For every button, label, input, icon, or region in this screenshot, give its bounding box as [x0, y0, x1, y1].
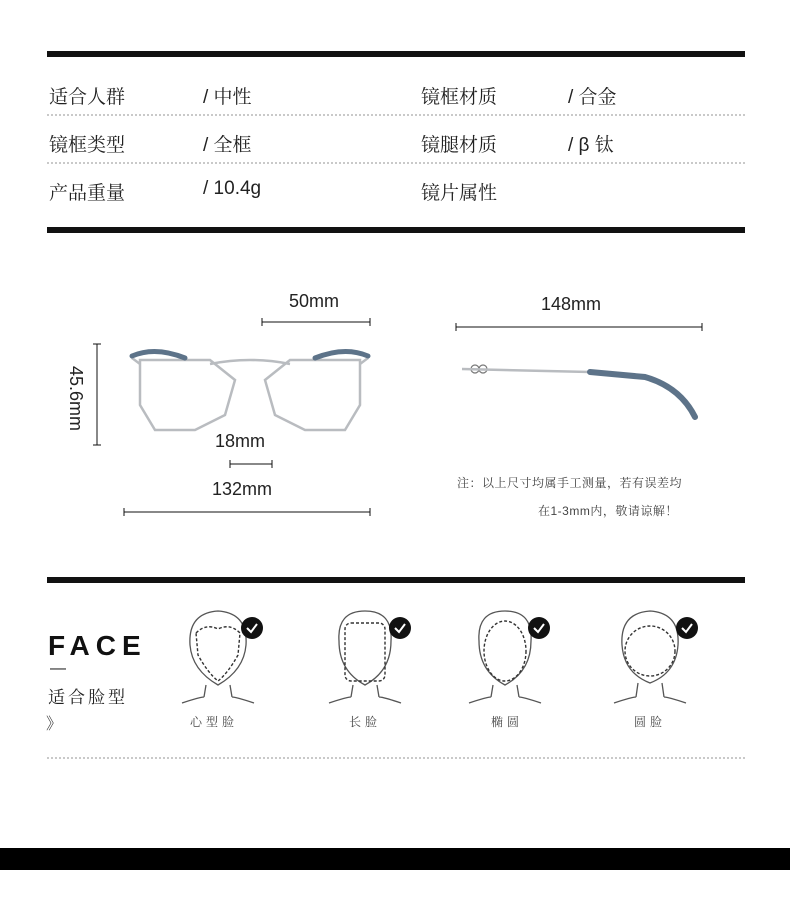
- spec-label-frame-material: 镜框材质: [421, 87, 498, 108]
- checkmark-icon: [241, 617, 263, 639]
- spec-value-frame-material: / 合金: [568, 87, 617, 108]
- measurement-note-line2: 在1-3mm内，敬请谅解！: [538, 504, 678, 518]
- spec-value-frame-type: / 全框: [203, 135, 252, 156]
- face-top-rule: [47, 577, 745, 583]
- temple-tips: [132, 351, 368, 358]
- spec-label-weight: 产品重量: [49, 183, 126, 204]
- spec-top-rule: [47, 51, 745, 57]
- spec-divider: [47, 162, 745, 164]
- lens-width-dimension-line: [262, 318, 370, 326]
- face-caption-round: 圆脸: [634, 715, 667, 729]
- lens-height-label: 45.6mm: [66, 366, 86, 432]
- chevron-right-icon: 》: [46, 716, 63, 733]
- face-caption-oval: 椭圆: [491, 715, 524, 729]
- frame-width-label: 132mm: [212, 479, 273, 499]
- bridge-label: 18mm: [215, 431, 266, 451]
- glasses-side-diagram: [450, 315, 710, 435]
- lens-width-label: 50mm: [289, 291, 340, 311]
- lens-height-dimension-line: [93, 344, 101, 445]
- face-caption-heart: 心型脸: [190, 715, 239, 729]
- spec-label-lens-property: 镜片属性: [421, 183, 498, 204]
- checkmark-icon: [676, 617, 698, 639]
- temple-arm: [462, 369, 590, 372]
- spec-divider: [47, 114, 745, 116]
- spec-bottom-rule: [47, 227, 745, 233]
- spec-value-temple-material: / β 钛: [568, 135, 614, 156]
- glasses-frame: [132, 358, 368, 430]
- face-subtitle: 适合脸型: [48, 688, 128, 707]
- frame-width-dimension-line: [124, 508, 370, 516]
- bridge-dimension-line: [230, 460, 272, 468]
- spec-label-audience: 适合人群: [49, 87, 126, 108]
- face-title: FACE: [48, 630, 147, 661]
- spec-value-audience: / 中性: [203, 87, 252, 108]
- face-bottom-divider: [47, 757, 745, 759]
- spec-value-weight: / 10.4g: [203, 178, 262, 199]
- spec-label-frame-type: 镜框类型: [49, 135, 126, 156]
- checkmark-icon: [389, 617, 411, 639]
- checkmark-icon: [528, 617, 550, 639]
- measurement-note-line1: 注：以上尺寸均属手工测量，若有误差均: [457, 476, 683, 490]
- face-caption-long: 长脸: [349, 715, 382, 729]
- face-dash: —: [50, 660, 66, 677]
- temple-length-label: 148mm: [541, 294, 602, 314]
- bottom-bar: [0, 848, 790, 870]
- temple-length-dimension-line: [456, 323, 702, 331]
- temple-tip: [590, 372, 695, 417]
- spec-label-temple-material: 镜腿材质: [421, 135, 498, 156]
